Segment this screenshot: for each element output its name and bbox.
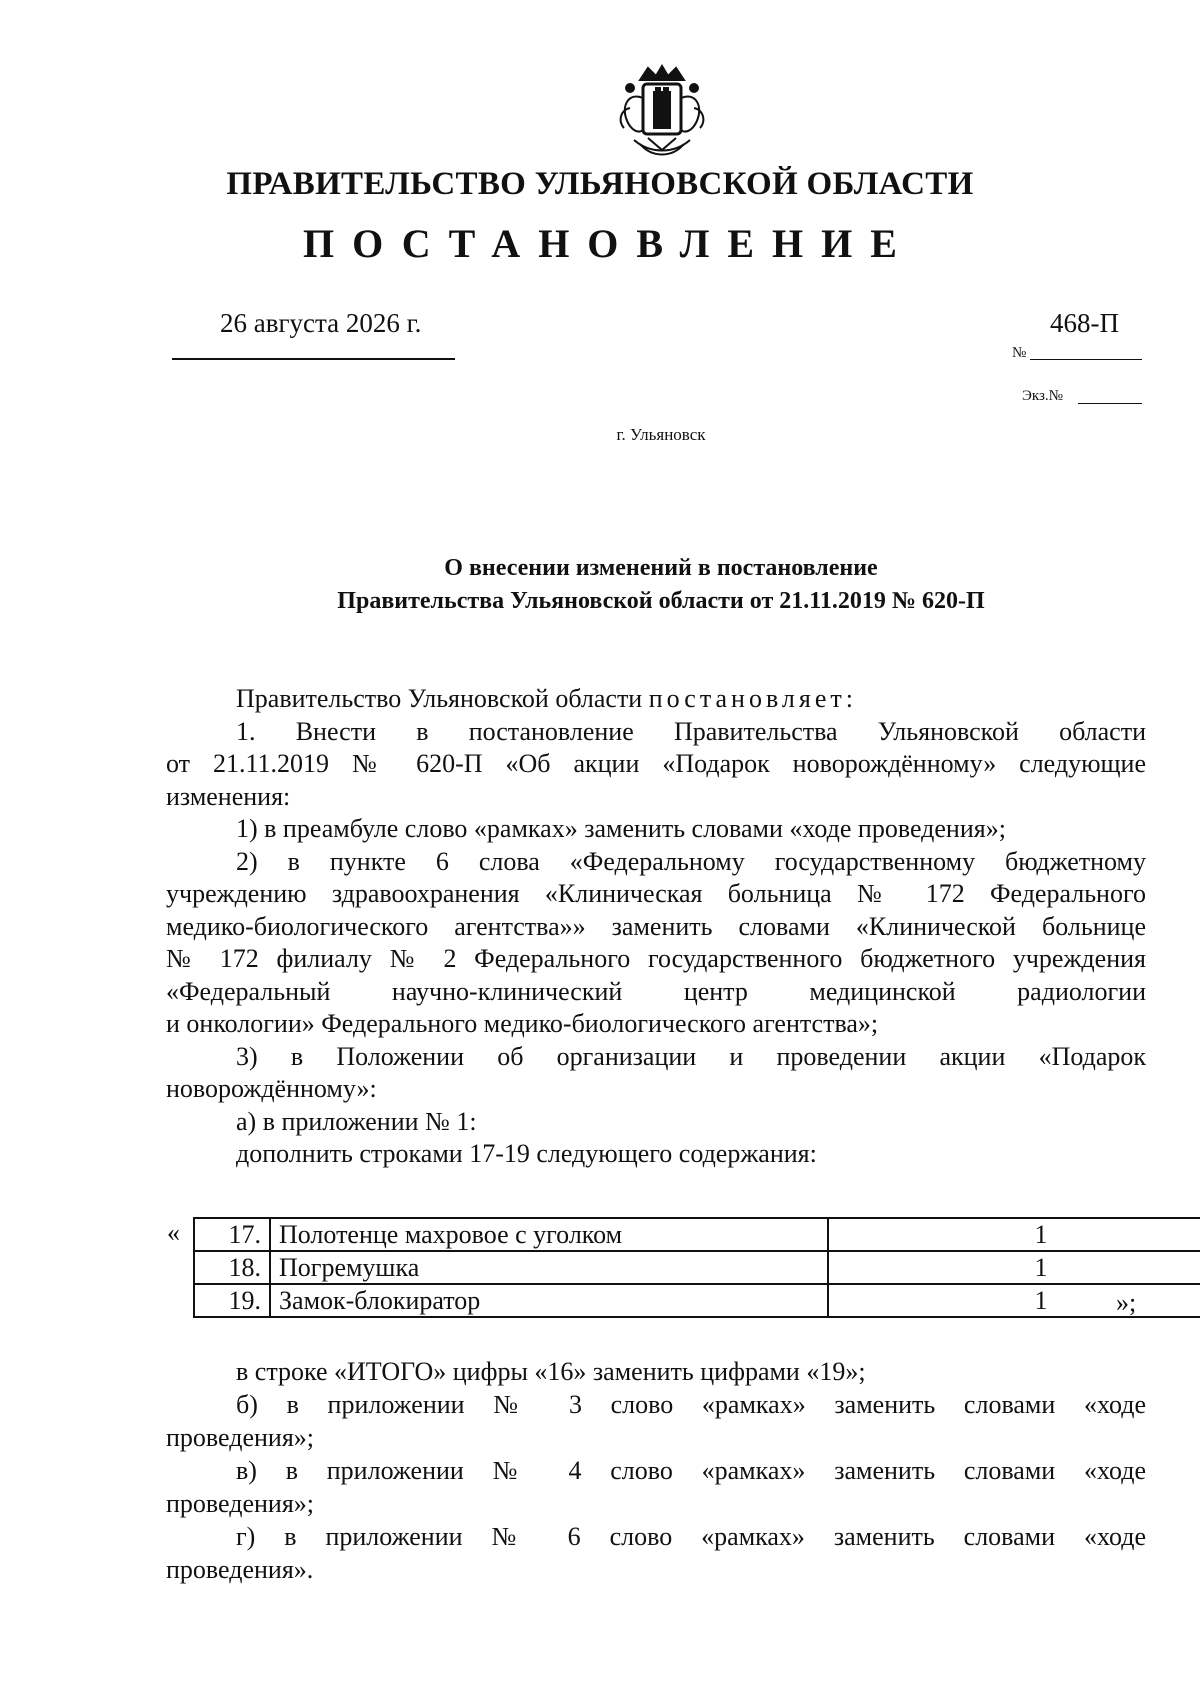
row-item: Погремушка bbox=[270, 1251, 828, 1284]
subitem-2-line-4: № 172 филиалу № 2 Федерального государственного бюджетного учреждения bbox=[166, 944, 1146, 973]
copy-number-underline bbox=[1078, 403, 1142, 404]
document-type: ПОСТАНОВЛЕНИЕ bbox=[303, 221, 915, 266]
government-title: ПРАВИТЕЛЬСТВО УЛЬЯНОВСКОЙ ОБЛАСТИ bbox=[226, 166, 974, 202]
row-quantity: 1 bbox=[828, 1284, 1200, 1317]
table-row bbox=[194, 1251, 1200, 1284]
table-row bbox=[194, 1218, 1200, 1251]
row-number: 17. bbox=[194, 1218, 270, 1251]
quote-open: « bbox=[167, 1218, 180, 1247]
subitem-3-line-1: 3) в Положении об организации и проведении акции «Подарок bbox=[236, 1041, 1146, 1071]
preamble-verb: постановляет: bbox=[648, 684, 857, 713]
date-underline bbox=[172, 358, 455, 360]
row-quantity: 1 bbox=[828, 1251, 1200, 1284]
subitem-b-line-1: б) в приложении № 3 слово «рамках» заменить словами «ходе bbox=[236, 1390, 1146, 1419]
heading-line-1: О внесении изменений в постановление bbox=[444, 555, 878, 581]
document-date: 26 августа 2026 г. bbox=[220, 308, 422, 338]
heading-line-2: Правительства Ульяновской области от 21.11.2019 № 620-П bbox=[337, 588, 985, 614]
subitem-b-line-2: проведения»; bbox=[166, 1423, 315, 1452]
item-1-line-2: от 21.11.2019 № 620-П «Об акции «Подарок новорождённому» следующие bbox=[166, 749, 1146, 778]
document-heading bbox=[0, 552, 1200, 618]
row-quantity: 1 bbox=[828, 1218, 1200, 1251]
document-number: 468-П bbox=[1050, 308, 1119, 338]
subitem-1: 1) в преамбуле слово «рамках» заменить словами «ходе проведения»; bbox=[236, 814, 1006, 843]
item-1-line-3: изменения: bbox=[166, 781, 291, 811]
coat-of-arms-icon bbox=[610, 58, 714, 162]
subitem-v-line-1: в) в приложении № 4 слово «рамках» заменить словами «ходе bbox=[236, 1456, 1146, 1485]
subitem-g-line-1: г) в приложении № 6 слово «рамках» заменить словами «ходе bbox=[236, 1522, 1146, 1551]
tail-text bbox=[166, 1355, 1146, 1586]
quote-close: »; bbox=[1116, 1288, 1137, 1317]
preamble-text: Правительство Ульяновской области bbox=[236, 684, 649, 713]
row-number: 18. bbox=[194, 1251, 270, 1284]
row-item: Полотенце махровое с уголком bbox=[270, 1218, 828, 1251]
subitem-v-line-2: проведения»; bbox=[166, 1489, 315, 1518]
number-underline bbox=[1030, 359, 1142, 360]
body-text bbox=[166, 683, 1146, 1171]
subitem-2-line-6: и онкологии» Федерального медико-биологического агентства»; bbox=[166, 1009, 879, 1038]
row-item: Замок-блокиратор bbox=[270, 1284, 828, 1317]
preamble bbox=[166, 683, 1146, 716]
subitem-2-line-3: медико-биологического агентства»» заменить словами «Клинической больнице bbox=[166, 911, 1146, 941]
table-row bbox=[194, 1284, 1200, 1317]
row-number: 19. bbox=[194, 1284, 270, 1317]
subitem-2-line-1: 2) в пункте 6 слова «Федеральному государственному бюджетному bbox=[236, 846, 1146, 876]
itogo-line: в строке «ИТОГО» цифры «16» заменить цифрами «19»; bbox=[236, 1357, 866, 1386]
subitem-3-line-2: новорождённому»: bbox=[166, 1074, 377, 1103]
copy-number-label: Экз.№ bbox=[1022, 388, 1063, 404]
items-table bbox=[193, 1217, 1200, 1318]
number-label: № bbox=[1012, 345, 1027, 361]
subitem-2-line-2: учреждению здравоохранения «Клиническая больница № 172 Федерального bbox=[166, 879, 1146, 908]
subitem-g-line-2: проведения». bbox=[166, 1555, 314, 1584]
city: г. Ульяновск bbox=[616, 425, 706, 444]
subitem-2-line-5: «Федеральный научно-клинический центр медицинской радиологии bbox=[166, 976, 1146, 1006]
subitem-3a: а) в приложении № 1: bbox=[236, 1106, 477, 1136]
item-1-line-1: 1. Внести в постановление Правительства Ульяновской области bbox=[236, 716, 1146, 746]
subitem-3a-add: дополнить строками 17-19 следующего содержания: bbox=[236, 1139, 817, 1168]
